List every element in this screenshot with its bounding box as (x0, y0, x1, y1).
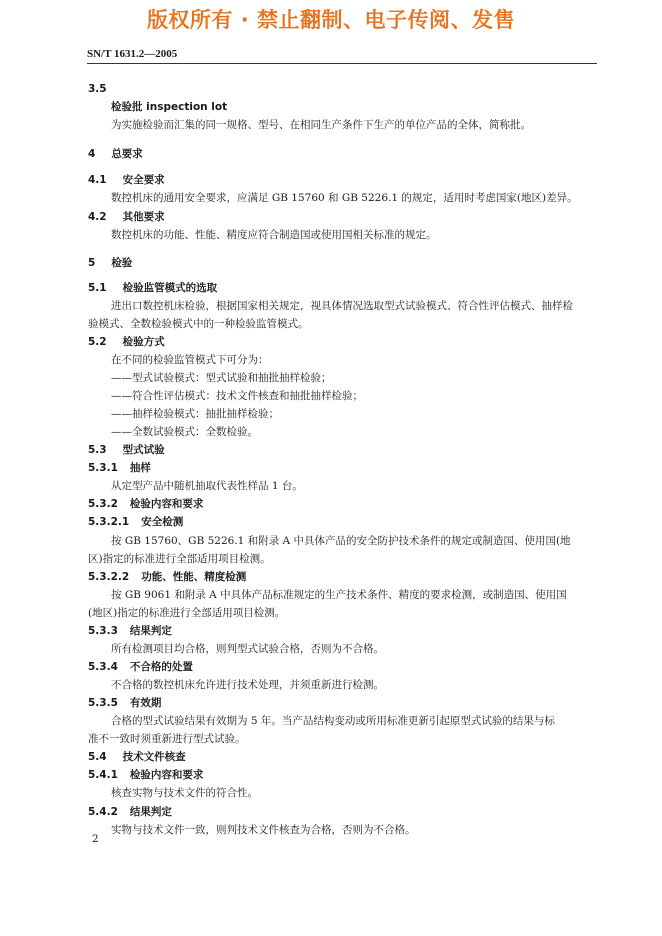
section-number: 5.3.2.2 (88, 571, 130, 583)
paragraph-line: ——抽样检验模式：抽批抽样检验； (111, 408, 279, 420)
section-heading (88, 570, 246, 584)
page-number: 2 (92, 833, 99, 845)
paragraph-line: 按 GB 9061 和附录 A 中具体产品标准规定的生产技术条件、精度的要求检测，或制造国、使用国 (111, 589, 567, 601)
section-heading (88, 624, 172, 638)
section-number: 5.4 (88, 751, 107, 763)
section-number: 5.3.2 (88, 498, 118, 510)
section-title: 结果判定 (129, 625, 172, 637)
section-number: 5.2 (88, 336, 107, 348)
section-title: 技术文件核查 (122, 751, 186, 763)
paragraph-line: 核查实物与技术文件的符合性。 (111, 787, 258, 799)
section-heading (88, 281, 217, 295)
section-number: 5.1 (88, 282, 107, 294)
section-number: 5.4.1 (88, 769, 118, 781)
section-number: 5.3.5 (88, 697, 118, 709)
paragraph-line: 从定型产品中随机抽取代表性样品 1 台。 (111, 480, 303, 492)
section-number: 4.2 (88, 211, 107, 223)
paragraph-line: 合格的型式试验结果有效期为 5 年。当产品结构变动或所用标准更新引起原型式试验的结果与标 (111, 715, 555, 727)
paragraph-line: 在不同的检验监管模式下可分为： (111, 354, 269, 366)
section-heading (88, 82, 123, 96)
paragraph-line: 数控机床的功能、性能、精度应符合制造国或使用国相关标准的规定。 (111, 229, 437, 241)
section-number: 5.3 (88, 444, 107, 456)
paragraph-line: 按 GB 15760、GB 5226.1 和附录 A 中具体产品的安全防护技术条件的规定或制造国、使用国(地 (111, 535, 571, 547)
section-number: 3.5 (88, 83, 107, 95)
section-title: 安全要求 (122, 174, 165, 186)
section-number: 4.1 (88, 174, 107, 186)
section-heading (88, 497, 203, 511)
section-title: 检验内容和要求 (129, 498, 204, 510)
paragraph-line: 为实施检验而汇集的同一规格、型号、在相同生产条件下生产的单位产品的全体，简称批。 (111, 119, 531, 131)
section-title: 不合格的处置 (129, 661, 193, 673)
section-title: 结果判定 (129, 806, 172, 818)
section-title: 安全检测 (141, 516, 184, 528)
section-title: 其他要求 (122, 211, 165, 223)
paragraph-line: 不合格的数控机床允许进行技术处理，并须重新进行检测。 (111, 679, 384, 691)
section-title: 检验内容和要求 (129, 769, 204, 781)
section-heading (88, 147, 143, 161)
paragraph-continuation: (地区)指定的标准进行全部适用项目检测。 (88, 607, 286, 619)
standard-code: SN/T 1631.2—2005 (87, 48, 178, 60)
term-definition-title: 检验批 inspection lot (111, 101, 228, 113)
section-number: 5.3.4 (88, 661, 118, 673)
section-title: 检验监管模式的选取 (122, 282, 218, 294)
paragraph-line: ——符合性评估模式：技术文件核查和抽批抽样检验； (111, 390, 363, 402)
section-heading (88, 660, 193, 674)
section-number: 5 (88, 257, 96, 269)
paragraph-line: 数控机床的通用安全要求，应满足 GB 15760 和 GB 5226.1 的规定，适用时考虑国家(地区)差异。 (111, 192, 578, 204)
section-heading (88, 461, 151, 475)
section-title: 有效期 (129, 697, 162, 709)
paragraph-continuation: 验模式、全数检验模式中的一种检验监管模式。 (88, 318, 309, 330)
section-number: 5.3.2.1 (88, 516, 130, 528)
watermark-banner: 版权所有 · 禁止翻制、电子传阅、发售 (146, 8, 516, 32)
section-number: 5.4.2 (88, 806, 118, 818)
section-heading (88, 515, 183, 529)
section-title: 抽样 (129, 462, 151, 474)
paragraph-line: 进出口数控机床检验，根据国家相关规定，视具体情况选取型式试验模式、符合性评估模式、抽样检 (111, 300, 573, 312)
paragraph-continuation: 准不一致时须重新进行型式试验。 (88, 733, 246, 745)
section-heading (88, 335, 165, 349)
section-title: 总要求 (111, 148, 143, 160)
section-title: 功能、性能、精度检测 (141, 571, 247, 583)
section-heading (88, 173, 165, 187)
section-number: 5.3.3 (88, 625, 118, 637)
section-heading (88, 750, 186, 764)
section-title: 检验方式 (122, 336, 165, 348)
section-heading (88, 210, 165, 224)
paragraph-line: 实物与技术文件一致，则判技术文件核查为合格，否则为不合格。 (111, 824, 416, 836)
paragraph-line: ——全数试验模式：全数检验。 (111, 426, 258, 438)
section-heading (88, 768, 203, 782)
section-heading (88, 696, 161, 710)
section-heading (88, 805, 172, 819)
section-title: 型式试验 (122, 444, 165, 456)
section-heading (88, 443, 165, 457)
section-number: 4 (88, 148, 96, 160)
paragraph-line: 所有检测项目均合格，则判型式试验合格，否则为不合格。 (111, 643, 384, 655)
section-title: 检验 (111, 257, 133, 269)
section-heading (88, 256, 132, 270)
paragraph-continuation: 区)指定的标准进行全部适用项目检测。 (88, 553, 271, 565)
paragraph-line: ——型式试验模式：型式试验和抽批抽样检验； (111, 372, 332, 384)
section-number: 5.3.1 (88, 462, 118, 474)
